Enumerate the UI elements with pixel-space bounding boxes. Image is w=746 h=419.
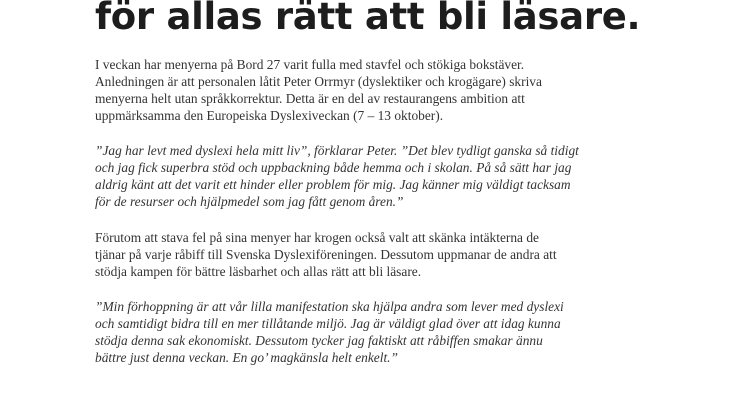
text-line: Förutom att stava fel på sina menyer har krogen också valt att skänka intäkterna de [95,230,539,245]
text-line: I veckan har menyerna på Bord 27 varit fulla med stavfel och stökiga bokstäver. [95,57,525,72]
text-line: menyerna helt utan språkkorrektur. Detta är en del av restaurangens ambition att [95,91,525,106]
text-line: Anledningen är att personalen låtit Peter Orrmyr (dyslektiker och krogägare) skriva [95,74,542,89]
text-line: aldrig känt att det varit ett hinder eller problem för mig. Jag känner mig väldigt tacksam [95,177,571,192]
text-line: stödja kampen för bättre läsbarhet och allas rätt att bli läsare. [95,264,422,279]
text-line: för de resurser och hjälpmedel som jag fått genom åren.” [95,194,404,209]
quote-paragraph-hope [95,298,635,366]
text-line: och jag fick superbra stöd och uppbackning både hemma och i skolan. På så sätt har jag [95,160,572,175]
text-line: bättre just denna veckan. En go’ magkänsla helt enkelt.” [95,350,398,365]
text-line: tjänar på varje råbiff till Svenska Dyslexiföreningen. Dessutom uppmanar de andra att [95,247,557,262]
text-line: stödja denna sak ekonomiskt. Dessutom tycker jag faktiskt att råbiffen smakar ännu [95,333,543,348]
text-line: ”Min förhoppning är att vår lilla manifestation ska hjälpa andra som lever med dyslexi [95,299,564,314]
paragraph-donation [95,229,635,280]
quote-paragraph-peter [95,142,635,210]
headline: för allas rätt att bli läsare. [95,0,641,38]
paragraph-intro [95,56,635,124]
text-line: ”Jag har levt med dyslexi hela mitt liv”, förklarar Peter. ”Det blev tydligt ganska så tidigt [95,143,579,158]
text-line: och samtidigt bidra till en mer tillåtande miljö. Jag är väldigt glad över att idag kunna [95,316,561,331]
text-line: uppmärksamma den Europeiska Dyslexiveckan (7 – 13 oktober). [95,108,444,123]
